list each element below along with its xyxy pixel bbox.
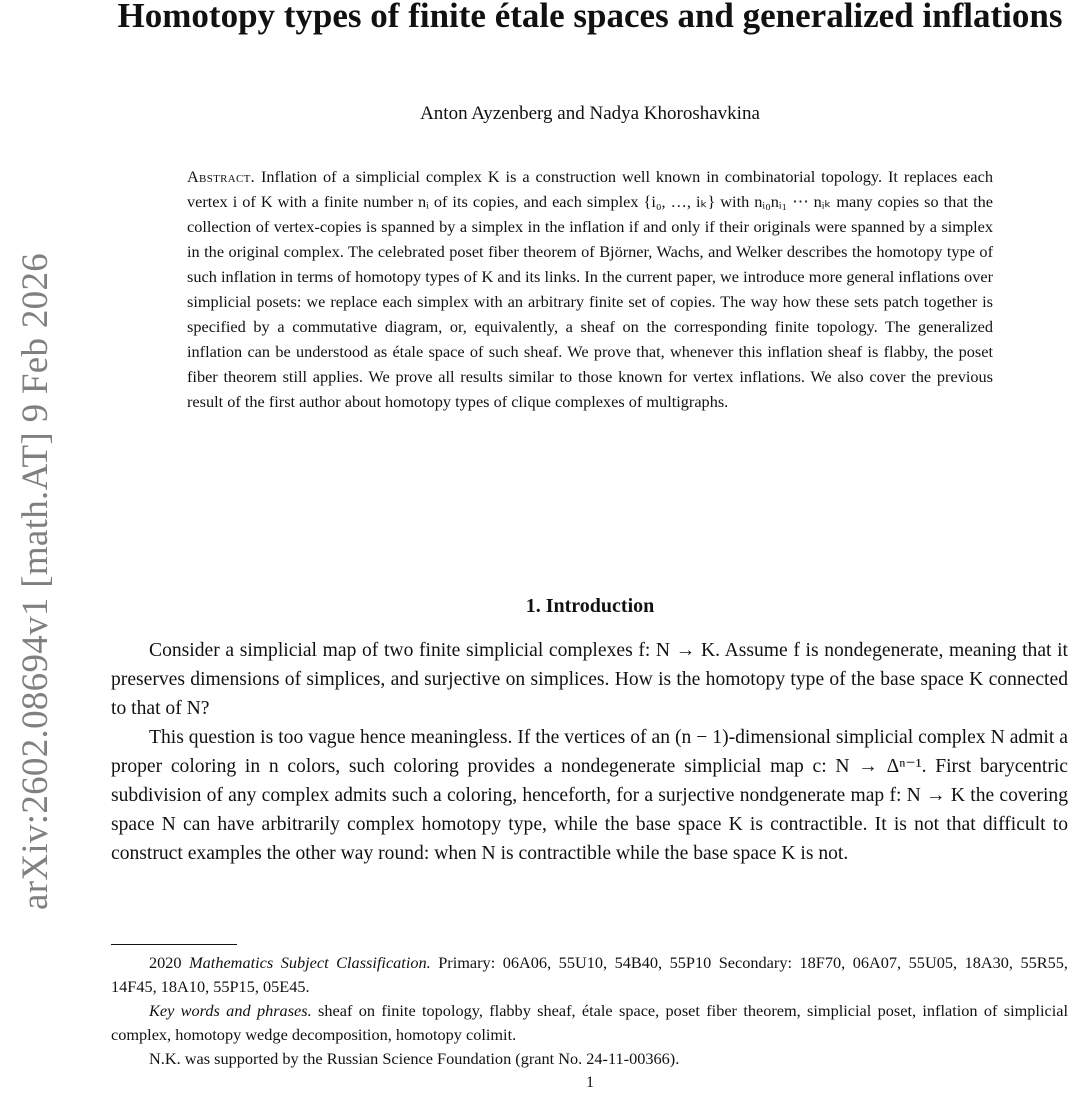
footnote-divider (111, 944, 237, 945)
paper-title: Homotopy types of finite étale spaces and generalized inflations (117, 0, 1063, 35)
body-paragraph: This question is too vague hence meaningless. If the vertices of an (n − 1)-dimensional simplicial complex N admit a proper coloring in n colors, such coloring provides a nondegenerate simplicial map c: N → Δⁿ⁻¹. First barycentric subdivision of any complex admits such a coloring, henceforth, for a surjective nondgenerate map f: N → K the covering space N can have arbitrarily complex homotopy type, while the base space K is contractible. It is not that difficult to construct examples the other way round: when N is contractible while the base space K is not. (111, 727, 1068, 864)
section-heading: 1. Introduction (525, 595, 655, 617)
abstract-text: Inflation of a simplicial complex K is a construction well known in combinatorial topology. It replaces each vertex i of K with a finite number nᵢ of its copies, and each simplex {i₀, …, iₖ} with nᵢ₀nᵢ₁ ⋯ nᵢₖ many copies so that the collection of vertex-copies is spanned by a simplex in the inflation if and only if their originals were spanned by a simplex in the original complex. The celebrated poset fiber theorem of Björner, Wachs, and Welker describes the homotopy type of such inflation in terms of homotopy types of K and its links. In the current paper, we introduce more general inflations over simplicial posets: we replace each simplex with an arbitrary finite set of copies. The way how these sets patch together is specified by a commutative diagram, or, equivalently, a sheaf on the corresponding finite topology. The generalized inflation can be understood as étale space of such sheaf. We prove that, whenever this inflation sheaf is flabby, the poset fiber theorem still applies. We prove all results similar to those known for vertex inflations. We also cover the previous result of the first author about homotopy types of clique complexes of multigraphs. (187, 167, 993, 411)
page-number: 1 (586, 1074, 594, 1091)
keywords-text: sheaf on finite topology, flabby sheaf, étale space, poset fiber theorem, simplicial poset, inflation of simplicial complex, homotopy wedge decomposition, homotopy colimit. (111, 1001, 1068, 1044)
arxiv-identifier-stamp: arXiv:2602.08694v1 [math.AT] 9 Feb 2026 (15, 252, 56, 910)
msc-label: Mathematics Subject Classification. (189, 953, 431, 972)
footnotes (111, 951, 1068, 1071)
body-paragraph: Consider a simplicial map of two finite simplicial complexes f: N → K. Assume f is nondegenerate, meaning that it preserves dimensions of simplices, and surjective on simplices. How is the homotopy type of the base space K connected to that of N? (111, 640, 1068, 719)
section-body (111, 636, 1068, 868)
keywords-label: Key words and phrases. (149, 1001, 312, 1020)
msc-year: 2020 (149, 953, 182, 972)
abstract (187, 164, 993, 414)
footnote-funding: N.K. was supported by the Russian Science Foundation (grant No. 24-11-00366). (149, 1049, 680, 1068)
msc-text: Primary: 06A06, 55U10, 54B40, 55P10 Secondary: 18F70, 06A07, 55U05, 18A30, 55R55, 14F45, 18A10, 55P15, 05E45. (111, 953, 1068, 996)
paper-authors: Anton Ayzenberg and Nadya Khoroshavkina (420, 103, 760, 124)
abstract-label: Abstract. (187, 167, 256, 186)
footnote-msc (111, 951, 1068, 999)
footnote-keywords (111, 999, 1068, 1047)
